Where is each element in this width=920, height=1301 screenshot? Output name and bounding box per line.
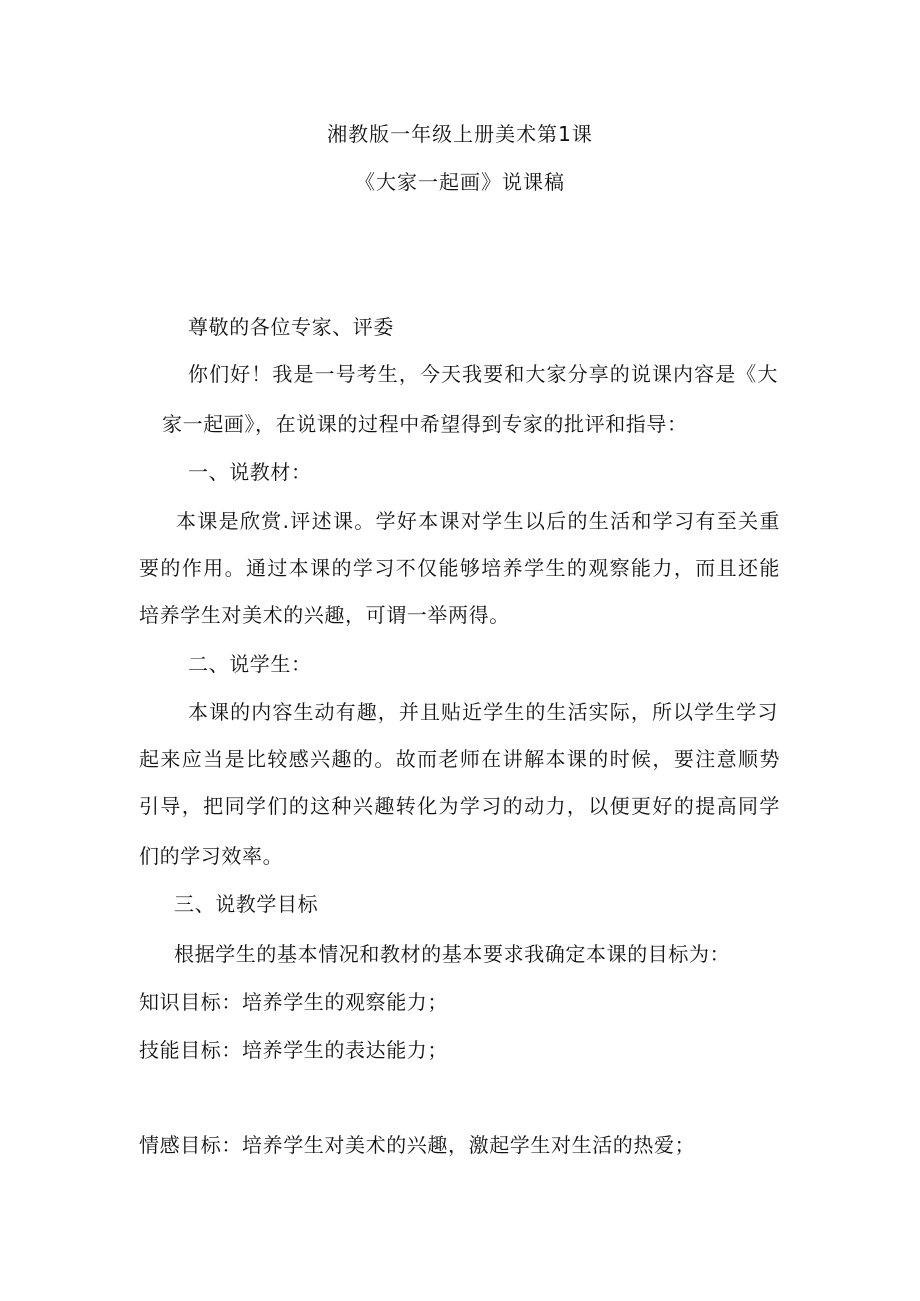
section1-line-3: 培养学生对美术的兴趣，可谓一举两得。 — [139, 603, 510, 627]
goal-knowledge: 知识目标：培养学生的观察能力； — [139, 990, 448, 1014]
section2-line-2: 起来应当是比较感兴趣的。故而老师在讲解本课的时候，要注意顺势 — [139, 747, 780, 771]
section3-line-1: 根据学生的基本情况和教材的基本要求我确定本课的目标为： — [174, 942, 731, 966]
section-heading-materials: 一、说教材： — [188, 460, 312, 484]
document-subtitle: 《大家一起画》说课稿 — [355, 170, 565, 194]
intro-line-2: 家一起画》，在说课的过程中希望得到专家的批评和指导： — [162, 412, 688, 436]
section-heading-objectives: 三、说教学目标 — [174, 892, 319, 916]
greeting-line: 尊敬的各位专家、评委 — [188, 315, 394, 339]
document-title: 湘教版一年级上册美术第1课 — [327, 122, 593, 146]
section2-line-4: 们的学习效率。 — [139, 844, 284, 868]
goal-emotion: 情感目标：培养学生对美术的兴趣，激起学生对生活的热爱； — [139, 1133, 696, 1157]
section1-line-1: 本课是欣赏.评述课。学好本课对学生以后的生活和学习有至关重 — [176, 509, 780, 533]
section2-line-1: 本课的内容生动有趣，并且贴近学生的生活实际，所以学生学习 — [188, 700, 778, 724]
section1-line-2: 要的作用。通过本课的学习不仅能够培养学生的观察能力，而且还能 — [139, 556, 780, 580]
section-heading-students: 二、说学生： — [188, 652, 312, 676]
goal-skill: 技能目标：培养学生的表达能力； — [139, 1038, 448, 1062]
section2-line-3: 引导，把同学们的这种兴趣转化为学习的动力，以便更好的提高同学 — [139, 794, 780, 818]
intro-line-1: 你们好！我是一号考生，今天我要和大家分享的说课内容是《大 — [188, 362, 778, 386]
